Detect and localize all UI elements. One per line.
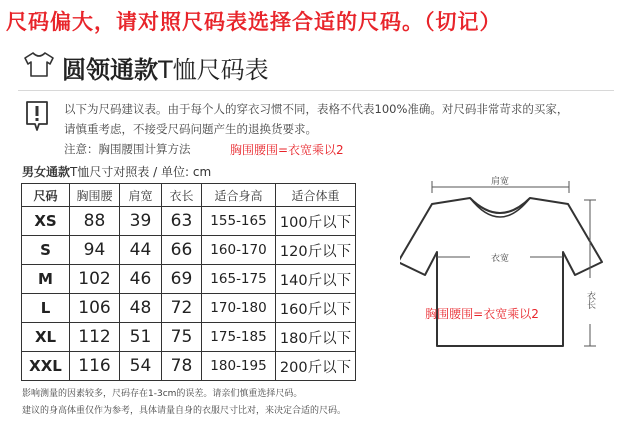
measure-method-label: 注意：胸围腰围计算方法 bbox=[64, 142, 191, 156]
tshirt-diagram bbox=[400, 160, 615, 380]
cell-length: 69 bbox=[162, 265, 202, 294]
header-chest: 胸围腰 bbox=[70, 184, 120, 207]
cell-size: XXL bbox=[22, 352, 70, 381]
exclamation-icon bbox=[24, 100, 50, 132]
table-caption bbox=[22, 163, 211, 180]
notice-text bbox=[64, 99, 614, 139]
cell-size: XS bbox=[22, 207, 70, 236]
cell-height: 180-195 bbox=[202, 352, 276, 381]
cell-height: 165-175 bbox=[202, 265, 276, 294]
cell-chest: 88 bbox=[70, 207, 120, 236]
size-table bbox=[21, 183, 356, 381]
cell-weight: 100斤以下 bbox=[276, 207, 356, 236]
cell-length: 78 bbox=[162, 352, 202, 381]
cell-shoulder: 46 bbox=[120, 265, 162, 294]
tshirt-outline bbox=[400, 198, 602, 346]
cell-weight: 160斤以下 bbox=[276, 294, 356, 323]
title-bold: 圆领通款 bbox=[62, 56, 158, 84]
cell-weight: 140斤以下 bbox=[276, 265, 356, 294]
cell-chest: 116 bbox=[70, 352, 120, 381]
cell-length: 75 bbox=[162, 323, 202, 352]
cell-chest: 106 bbox=[70, 294, 120, 323]
footnote-2: 建议的身高体重仅作为参考，具体请量自身的衣服尺寸比对，来决定合适的尺码。 bbox=[22, 406, 347, 416]
cell-shoulder: 51 bbox=[120, 323, 162, 352]
cell-size: S bbox=[22, 236, 70, 265]
cell-size: L bbox=[22, 294, 70, 323]
table-header-row bbox=[22, 184, 356, 207]
cell-chest: 94 bbox=[70, 236, 120, 265]
cell-weight: 200斤以下 bbox=[276, 352, 356, 381]
table-row bbox=[22, 294, 356, 323]
cell-shoulder: 44 bbox=[120, 236, 162, 265]
width-label: 衣宽 bbox=[490, 254, 510, 264]
table-row bbox=[22, 323, 356, 352]
table-row bbox=[22, 207, 356, 236]
cell-length: 63 bbox=[162, 207, 202, 236]
cell-length: 66 bbox=[162, 236, 202, 265]
shoulder-label: 肩宽 bbox=[490, 177, 510, 187]
tshirt-icon bbox=[22, 50, 56, 78]
cell-shoulder: 48 bbox=[120, 294, 162, 323]
cell-weight: 120斤以下 bbox=[276, 236, 356, 265]
header-height: 适合身高 bbox=[202, 184, 276, 207]
measure-formula: 胸围腰围=衣宽乘以2 bbox=[230, 143, 344, 157]
cell-height: 170-180 bbox=[202, 294, 276, 323]
cell-height: 175-185 bbox=[202, 323, 276, 352]
diagram-formula: 胸围腰围=衣宽乘以2 bbox=[425, 307, 539, 321]
table-row bbox=[22, 265, 356, 294]
table-row bbox=[22, 236, 356, 265]
header-shoulder: 肩宽 bbox=[120, 184, 162, 207]
cell-chest: 102 bbox=[70, 265, 120, 294]
cell-size: M bbox=[22, 265, 70, 294]
table-row bbox=[22, 352, 356, 381]
notice-line-1: 以下为尺码建议表。由于每个人的穿衣习惯不同，表格不代表100%准确。对尺码非常苛求的买家， bbox=[64, 102, 569, 116]
length-label: 衣长 bbox=[585, 291, 595, 309]
cell-height: 155-165 bbox=[202, 207, 276, 236]
header-length: 衣长 bbox=[162, 184, 202, 207]
cell-length: 72 bbox=[162, 294, 202, 323]
cell-shoulder: 54 bbox=[120, 352, 162, 381]
cell-shoulder: 39 bbox=[120, 207, 162, 236]
title-normal: T恤尺码表 bbox=[158, 56, 269, 84]
caption-bold: 男女通款 bbox=[22, 165, 71, 179]
cell-chest: 112 bbox=[70, 323, 120, 352]
cell-weight: 180斤以下 bbox=[276, 323, 356, 352]
notice-line-2: 请慎重考虑，不接受尺码问题产生的退换货要求。 bbox=[64, 122, 317, 136]
cell-size: XL bbox=[22, 323, 70, 352]
cell-height: 160-170 bbox=[202, 236, 276, 265]
page-title bbox=[62, 50, 269, 85]
length-dimension bbox=[584, 200, 596, 346]
divider bbox=[18, 90, 614, 91]
header-weight: 适合体重 bbox=[276, 184, 356, 207]
header-size: 尺码 bbox=[22, 184, 70, 207]
footnote-1: 影响测量的因素较多，尺码存在1-3cm的误差。请亲们慎重选择尺码。 bbox=[22, 389, 303, 399]
size-warning-banner: 尺码偏大，请对照尺码表选择合适的尺码。（切记） bbox=[6, 10, 502, 34]
caption-normal: T恤尺寸对照表 / 单位: cm bbox=[70, 165, 212, 179]
